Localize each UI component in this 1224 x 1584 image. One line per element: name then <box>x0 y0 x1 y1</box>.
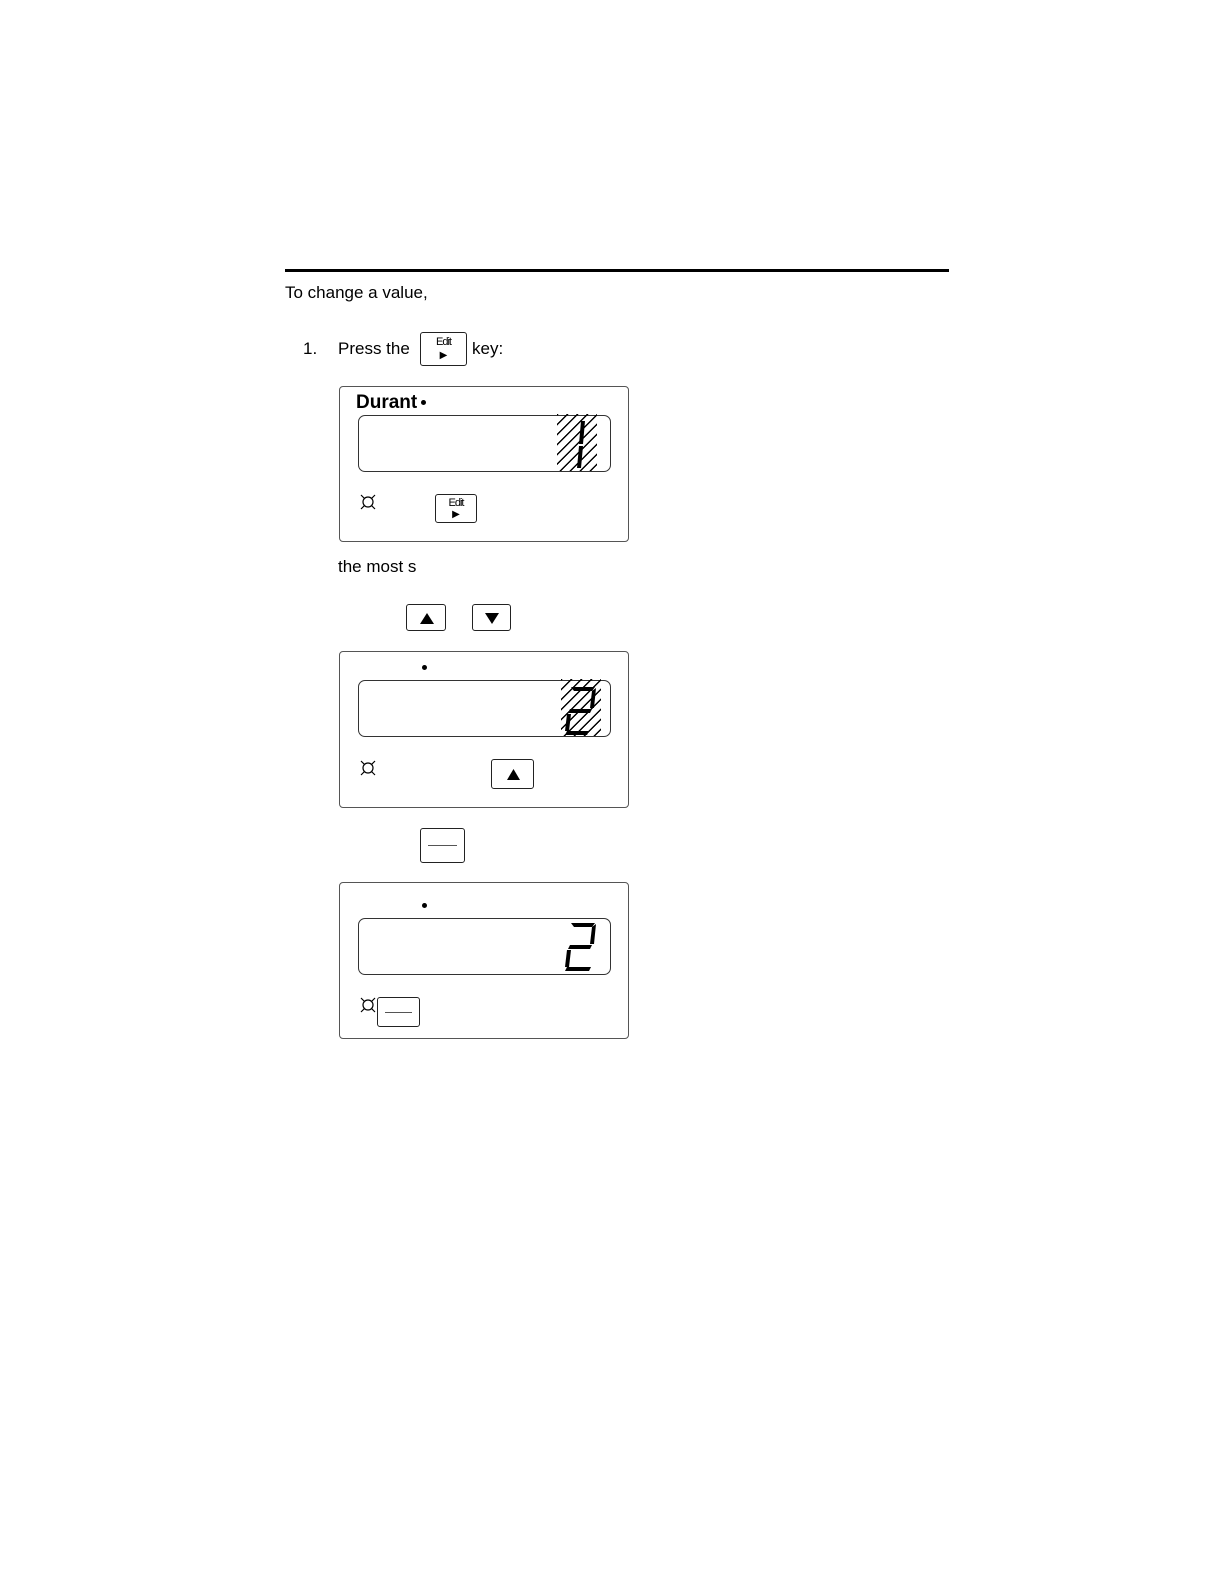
lcd-digit <box>561 681 601 737</box>
right-triangle-icon: ▶ <box>439 350 448 361</box>
step-text-before: Press the <box>338 339 410 358</box>
down-triangle-icon <box>485 613 499 624</box>
edit-key-label: Edit <box>436 336 451 348</box>
up-key-panel[interactable] <box>491 759 534 789</box>
indicator-dot <box>421 400 426 405</box>
edit-key-panel[interactable] <box>435 494 477 523</box>
display-panel-3 <box>339 882 629 1039</box>
lcd-display <box>358 415 611 472</box>
lcd-display <box>358 680 611 737</box>
up-key[interactable] <box>406 604 446 631</box>
backlight-icon <box>358 995 378 1015</box>
dash-icon <box>428 845 457 846</box>
lcd-digit <box>559 416 599 472</box>
edit-key-inline[interactable] <box>420 332 467 366</box>
display-panel-2 <box>339 651 629 808</box>
backlight-icon <box>358 758 378 778</box>
caption-text: the most s <box>338 557 417 576</box>
step-text-after: key: <box>472 339 504 358</box>
enter-key-panel[interactable] <box>377 997 420 1027</box>
section-rule <box>285 269 949 272</box>
down-key[interactable] <box>472 604 511 631</box>
brand-label: Durant <box>356 392 418 413</box>
indicator-dot <box>422 665 427 670</box>
intro-text: To change a value, <box>285 283 428 302</box>
up-triangle-icon <box>507 769 520 780</box>
lcd-digit <box>561 919 601 975</box>
display-panel-1 <box>339 386 629 542</box>
enter-key[interactable] <box>420 828 465 863</box>
backlight-icon <box>358 492 378 512</box>
indicator-dot <box>422 903 427 908</box>
lcd-display <box>358 918 611 975</box>
up-triangle-icon <box>420 613 434 624</box>
edit-key-label: Edit <box>448 497 464 509</box>
right-triangle-icon: ▶ <box>452 509 460 520</box>
dash-icon <box>385 1012 412 1013</box>
step-number: 1. <box>303 339 318 358</box>
